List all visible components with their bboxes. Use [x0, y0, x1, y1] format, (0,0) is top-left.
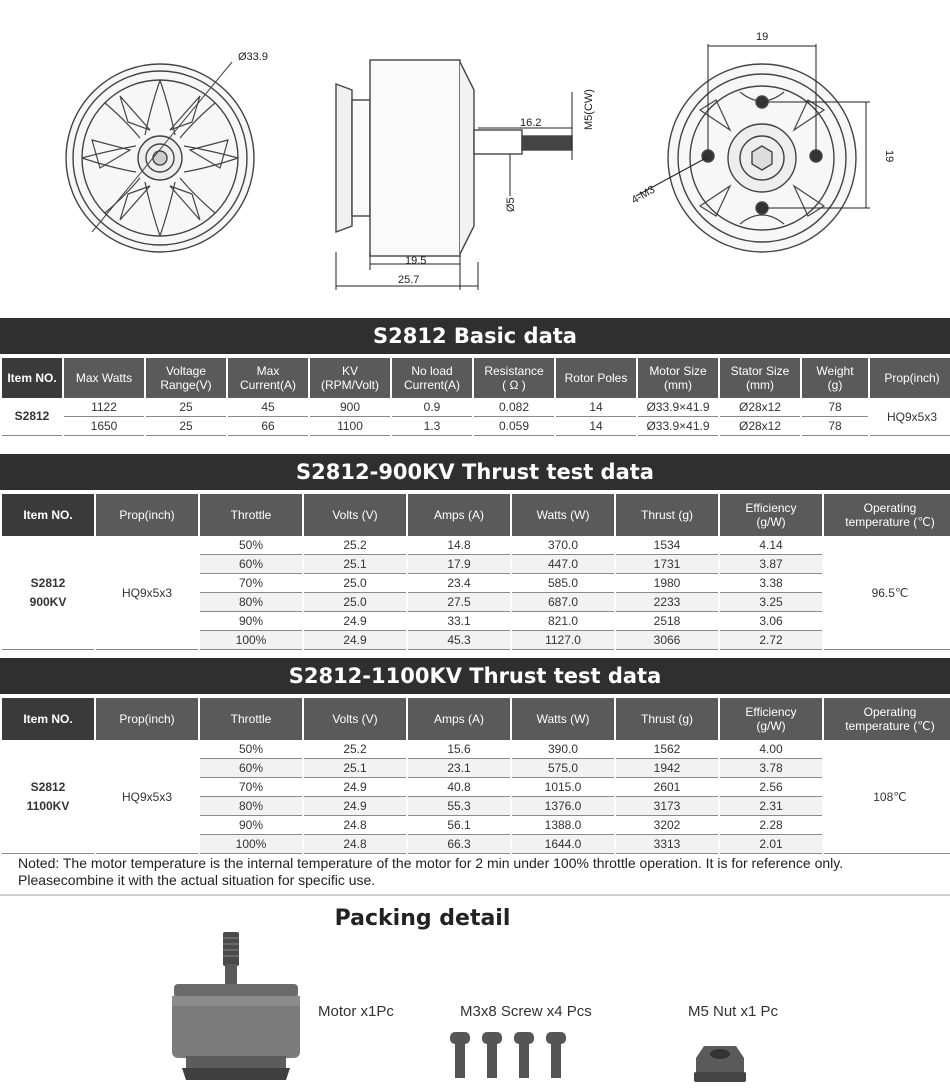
kv900-header-row [2, 494, 950, 536]
table-cell: 3313 [616, 835, 718, 854]
kv900-prop-cell: HQ9x5x3 [96, 536, 198, 650]
table-cell: 14 [556, 417, 636, 436]
table-cell: 25 [146, 398, 226, 417]
table-cell: 70% [200, 778, 302, 797]
kv900-title: S2812-900KV Thrust test data [0, 454, 950, 490]
table-cell: 687.0 [512, 593, 614, 612]
rear-width-label: 19 [756, 31, 769, 43]
table-cell: 1534 [616, 536, 718, 555]
side-view-drawing [336, 60, 572, 290]
table-cell: 80% [200, 593, 302, 612]
table-cell: 3202 [616, 816, 718, 835]
table-cell: 25.1 [304, 555, 406, 574]
table-cell: 3173 [616, 797, 718, 816]
table-cell: 80% [200, 797, 302, 816]
table-cell: 24.8 [304, 816, 406, 835]
kv900-header-2: Throttle [200, 494, 302, 536]
table-cell: 24.8 [304, 835, 406, 854]
table-cell: 25.2 [304, 740, 406, 759]
rear-height-label: 19 [883, 150, 895, 163]
table-cell: 45 [228, 398, 308, 417]
note-divider [0, 894, 950, 896]
kv900-header-3: Volts (V) [304, 494, 406, 536]
table-cell: 27.5 [408, 593, 510, 612]
side-length-19-label: 19.5 [405, 255, 427, 267]
table-cell: 25.2 [304, 536, 406, 555]
table-row [2, 398, 950, 417]
kv1100-item-line1: S2812 [30, 779, 66, 794]
basic-header-7: Rotor Poles [556, 358, 636, 398]
basic-header-5: No load Current(A) [392, 358, 472, 398]
table-cell: 0.059 [474, 417, 554, 436]
table-cell: 1562 [616, 740, 718, 759]
table-cell: Ø28x12 [720, 398, 800, 417]
table-cell: 23.1 [408, 759, 510, 778]
table-cell: 3.25 [720, 593, 822, 612]
table-cell: 55.3 [408, 797, 510, 816]
rear-view-drawing [636, 44, 870, 252]
rear-holes-label: 4-M3 [629, 183, 658, 207]
table-cell: 14 [556, 398, 636, 417]
side-length-25-label: 25.7 [398, 274, 420, 286]
kv1100-header-row [2, 698, 950, 740]
table-cell: 3.78 [720, 759, 822, 778]
basic-data-title: S2812 Basic data [0, 318, 950, 354]
screw-qty-label: M3x8 Screw x4 Pcs [460, 1003, 592, 1020]
basic-header-11: Prop(inch) [870, 358, 950, 398]
kv1100-header-7: Efficiency (g/W) [720, 698, 822, 740]
table-cell: 15.6 [408, 740, 510, 759]
table-cell: 24.9 [304, 778, 406, 797]
table-cell: 4.14 [720, 536, 822, 555]
kv1100-header-6: Thrust (g) [616, 698, 718, 740]
table-cell: 3.87 [720, 555, 822, 574]
front-diameter-label: Ø33.9 [238, 51, 268, 63]
basic-header-4: KV (RPM/Volt) [310, 358, 390, 398]
table-cell: 2.01 [720, 835, 822, 854]
basic-header-2: Voltage Range(V) [146, 358, 226, 398]
nut-qty-label: M5 Nut x1 Pc [688, 1003, 779, 1020]
table-cell: 78 [802, 398, 868, 417]
table-cell: 33.1 [408, 612, 510, 631]
basic-header-1: Max Watts [64, 358, 144, 398]
table-cell: 2.56 [720, 778, 822, 797]
motor-qty-label: Motor x1Pc [318, 1003, 394, 1020]
table-cell: 1731 [616, 555, 718, 574]
kv1100-header-8: Operating temperature (℃) [824, 698, 950, 740]
table-cell: 1980 [616, 574, 718, 593]
basic-item-cell: S2812 [2, 398, 62, 436]
kv1100-header-0: Item NO. [2, 698, 94, 740]
table-cell: Ø28x12 [720, 417, 800, 436]
table-cell: 14.8 [408, 536, 510, 555]
side-shaft-label: Ø5 [505, 197, 517, 212]
table-cell: 1100 [310, 417, 390, 436]
kv900-header-1: Prop(inch) [96, 494, 198, 536]
basic-header-row [2, 358, 950, 398]
table-row [2, 740, 950, 759]
table-cell: 60% [200, 555, 302, 574]
basic-header-0: Item NO. [2, 358, 62, 398]
kv1100-header-3: Volts (V) [304, 698, 406, 740]
basic-data-table [0, 358, 950, 436]
table-cell: 70% [200, 574, 302, 593]
table-cell: 4.00 [720, 740, 822, 759]
table-row [2, 536, 950, 555]
nut-image [692, 1044, 748, 1084]
kv900-item-cell [2, 536, 94, 650]
table-cell: 3.06 [720, 612, 822, 631]
basic-header-10: Weight (g) [802, 358, 868, 398]
packing-title: Packing detail [334, 906, 511, 931]
table-cell: 45.3 [408, 631, 510, 650]
table-cell: 1122 [64, 398, 144, 417]
table-cell: 25.0 [304, 574, 406, 593]
table-cell: 60% [200, 759, 302, 778]
table-cell: 3066 [616, 631, 718, 650]
kv900-thrust-table [0, 494, 950, 650]
table-cell: 3.38 [720, 574, 822, 593]
table-cell: 1.3 [392, 417, 472, 436]
kv1100-header-1: Prop(inch) [96, 698, 198, 740]
basic-prop-cell: HQ9x5x3 [870, 398, 950, 436]
basic-header-8: Motor Size (mm) [638, 358, 718, 398]
kv1100-thrust-table [0, 698, 950, 854]
table-cell: 40.8 [408, 778, 510, 797]
table-cell: Ø33.9×41.9 [638, 398, 718, 417]
table-cell: 25.0 [304, 593, 406, 612]
table-cell: 1127.0 [512, 631, 614, 650]
table-cell: 25 [146, 417, 226, 436]
kv1100-header-4: Amps (A) [408, 698, 510, 740]
table-cell: 17.9 [408, 555, 510, 574]
kv900-header-8: Operating temperature (℃) [824, 494, 950, 536]
table-cell: 370.0 [512, 536, 614, 555]
table-cell: 390.0 [512, 740, 614, 759]
table-cell: 821.0 [512, 612, 614, 631]
kv1100-header-2: Throttle [200, 698, 302, 740]
table-cell: 66.3 [408, 835, 510, 854]
table-cell: 100% [200, 631, 302, 650]
temperature-note: Noted: The motor temperature is the internal temperature of the motor for 2 min under 100% throttle operation. It is for reference only. Pleasecombine it with the actual situation for specific use. [18, 855, 844, 888]
table-cell: 78 [802, 417, 868, 436]
kv1100-temperature-cell: 108℃ [824, 740, 950, 854]
table-cell: 90% [200, 816, 302, 835]
motor-product-image [160, 928, 310, 1084]
table-cell: 25.1 [304, 759, 406, 778]
table-cell: 24.9 [304, 631, 406, 650]
table-cell: 2233 [616, 593, 718, 612]
table-cell: 50% [200, 740, 302, 759]
table-cell: 2.72 [720, 631, 822, 650]
table-cell: 66 [228, 417, 308, 436]
table-cell: 2518 [616, 612, 718, 631]
table-cell: 900 [310, 398, 390, 417]
side-thread-label: M5(CW) [583, 89, 595, 130]
kv1100-header-5: Watts (W) [512, 698, 614, 740]
kv900-header-0: Item NO. [2, 494, 94, 536]
table-cell: 2601 [616, 778, 718, 797]
table-cell: 56.1 [408, 816, 510, 835]
table-cell: Ø33.9×41.9 [638, 417, 718, 436]
table-cell: 1388.0 [512, 816, 614, 835]
table-cell: 585.0 [512, 574, 614, 593]
motor-technical-drawings [0, 0, 950, 300]
kv1100-prop-cell: HQ9x5x3 [96, 740, 198, 854]
kv1100-item-cell [2, 740, 94, 854]
basic-header-6: Resistance ( Ω ) [474, 358, 554, 398]
table-cell: 1376.0 [512, 797, 614, 816]
table-cell: 2.28 [720, 816, 822, 835]
table-cell: 0.9 [392, 398, 472, 417]
table-cell: 447.0 [512, 555, 614, 574]
table-cell: 2.31 [720, 797, 822, 816]
table-cell: 1942 [616, 759, 718, 778]
table-cell: 100% [200, 835, 302, 854]
table-cell: 1015.0 [512, 778, 614, 797]
screws-image [444, 1030, 574, 1082]
basic-header-9: Stator Size (mm) [720, 358, 800, 398]
table-cell: 575.0 [512, 759, 614, 778]
side-length-16-label: 16.2 [520, 117, 542, 129]
table-cell: 23.4 [408, 574, 510, 593]
table-cell: 0.082 [474, 398, 554, 417]
front-view-drawing [66, 62, 254, 252]
kv900-header-7: Efficiency (g/W) [720, 494, 822, 536]
kv900-item-line2: 900KV [29, 594, 67, 609]
table-cell: 1650 [64, 417, 144, 436]
basic-header-3: Max Current(A) [228, 358, 308, 398]
table-row [2, 417, 950, 436]
kv1100-item-line2: 1100KV [26, 798, 70, 813]
table-cell: 24.9 [304, 797, 406, 816]
kv900-header-6: Thrust (g) [616, 494, 718, 536]
table-cell: 24.9 [304, 612, 406, 631]
table-cell: 90% [200, 612, 302, 631]
kv900-header-4: Amps (A) [408, 494, 510, 536]
kv1100-title: S2812-1100KV Thrust test data [0, 658, 950, 694]
table-cell: 1644.0 [512, 835, 614, 854]
kv900-item-line1: S2812 [30, 575, 66, 590]
kv900-header-5: Watts (W) [512, 494, 614, 536]
kv900-temperature-cell: 96.5℃ [824, 536, 950, 650]
table-cell: 50% [200, 536, 302, 555]
